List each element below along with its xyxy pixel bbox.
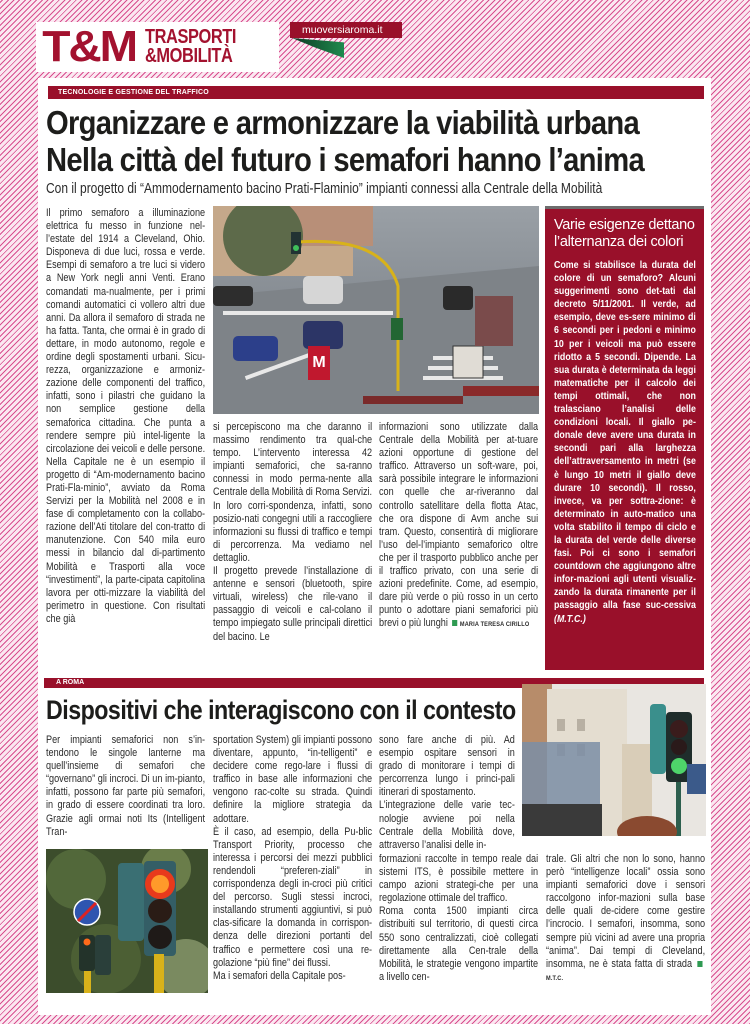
article-column-1 — [46, 207, 205, 667]
logo-wordmark — [145, 28, 236, 66]
photo-intersection-image — [213, 206, 539, 414]
sidebar-box-text-wrap — [554, 259, 696, 626]
logo-mark: T&M — [42, 22, 137, 71]
article-text: si percepiscono ma che daranno il massimo rendimento tra qual-che tempo. L’intervento interessa 42 impianti semaforici, che sa-ranno connessi in modo perma-nente alla Centrale della Mobilità di Roma Servizi. In loro corri-spondenza, infatti, sono posizio-nati congegni utili a raccogliere informazioni su flussi di traffico e tempi di percorrenza. Ma vediamo nel dettaglio. — [213, 421, 373, 564]
section-label: TECNOLOGIE E GESTIONE DEL TRAFFICO — [48, 86, 704, 99]
article-2-column-2-text — [213, 734, 372, 983]
article-text: Il primo semaforo a illuminazione elettrica fu messo in funzione nel-l’estate del 1914 a Cleveland, Ohio. Disponeva di due luci, rossa e verde. Esempi di semaforo a tre luci si videro a New York negli anni Venti. Erano comandati ma-nualmente, per i primi comandi automatici ci vollero altri due anni. Da allora il semaforo di strada ne ha fatta. Tanta, che ormai è in grado di dettare, in modo autonomo, regole e ordine degli spostamenti urbani. Sicu-rezza, organizzazione e armoniz-zazione delle componenti del traffico, infatti, sono i pilastri che guidano la non semplice gestione della semaforica cittadina. Che punta a rendere sempre più intel-ligente la circolazione dei veicoli e delle persone. Nella Capitale ne è un esempio il progetto di “Am-modernamento bacino Prati-Fla-minio”, avviato da Roma Servizi per la Mobilità nel 2008 e in fase di completamento con la collabo-razione dell’Ati titolare del con-tratto di manutenzione. Con 540 mila euro messi in bilancio dal di-partimento Mobilità e Trasporti alla voce “investimenti”, la parte-cipata capitolina lavora per otti-mizzare la viabilità del perimetro in questione. Con risultati che già — [46, 207, 206, 625]
headline-line-1: Organizzare e armonizzare la viabilità urbana — [46, 104, 640, 141]
ribbon-decoration — [292, 38, 344, 58]
article-column-3 — [379, 421, 538, 671]
end-mark-icon — [452, 620, 457, 626]
end-mark-icon — [697, 961, 702, 967]
article-2-column-4 — [546, 853, 705, 1003]
article-text: È il caso, ad esempio, della Pu-blic Transport Priority, processo che interessa i percorsi dei mezzi pubblici rendendoli “preferen-ziali” in corrispondenza degli in-croci più critici del percorso. Sugli stessi incroci, installando strumenti aggiuntivi, si può clas-sificare la domanda in corrispon-denza delle direzioni portanti del traffico e permettere così una re-golazione “più fine” dei flussi. — [213, 825, 373, 969]
article-text: sportation System) gli impianti possono diventare, appunto, “in-telligenti” e decidere come rego-lare i flussi di traffico in base alle informazioni che vengono rac-colte su strada. Quindi definire la migliore strategia da adottare. — [213, 734, 373, 825]
photo-traffic-lights-image — [46, 849, 208, 993]
photo-traffic-lights — [46, 849, 208, 993]
section-label-2: A ROMA — [44, 678, 704, 688]
sidebar-box-body — [554, 259, 696, 626]
author-byline: MARIA TERESA CIRILLO — [459, 621, 530, 629]
photo-intersection — [213, 206, 539, 414]
article-2-column-3-text — [379, 734, 515, 852]
article-text: Roma conta 1500 impianti circa distribuiti sul territorio, di questi circa 550 sono centralizzati, cioè collegati direttamente alla Cen-trale della Mobilità, le strategie vengono impartite a livello cen- — [379, 905, 539, 983]
photo-rome-street-image — [522, 684, 706, 836]
sidebar-box-title: Varie esigenze dettano l’alternanza dei colori — [554, 217, 695, 250]
sidebar-box — [545, 206, 704, 670]
headline-line-2: Nella città del futuro i semafori hanno l’anima — [46, 141, 645, 178]
article-column-2-text — [213, 421, 372, 644]
photo-rome-street — [522, 684, 706, 836]
svg-text:M: M — [312, 354, 326, 371]
article-text: trale. Gli altri che non lo sono, hanno però “intelligenze locali” ossia sono impianti semaforici dove i sensori raccolgono infor-mazioni sulla base delle quali de-cidere come gestire l’incrocio. I semafori, insomma, sono sempre più vicini ad avere una propria “anima”. Dai tempi di Cleveland, insomma, ne è stata fatta di strada — [546, 853, 706, 970]
article-2-headline: Dispositivi che interagiscono con il contesto — [46, 695, 516, 725]
article-column-2 — [213, 421, 372, 671]
site-link[interactable]: muoversiaroma.it — [290, 22, 402, 38]
article-subtitle: Con il progetto di “Ammodernamento bacino Prati-Flaminio” impianti connessi alla Centrale della Mobilità — [46, 180, 603, 197]
article-2-column-2 — [213, 734, 372, 1004]
logo-line-1: TRASPORTI — [145, 26, 237, 48]
logo-line-2: &MOBILITÀ — [145, 45, 233, 67]
article-2-column-3-bottom — [379, 853, 538, 1003]
article-2-column-3-top — [379, 734, 515, 851]
article-text: Ma i semafori della Capitale pos- — [213, 969, 346, 982]
article-text: Per impianti semaforici non s’in-tendono le singole lanterne ma quell’insieme di semafori che “governano” gli incroci. Di un im-pianto, infatti, possono far parte più semafori, in grado di essere coordinati tra loro. Grazie agli ormai noti Its (Intelligent Tran- — [46, 734, 206, 838]
article-2-column-4-text — [546, 853, 705, 985]
article-text: informazioni sono utilizzate dalla Centrale della Mobilità per at-tuare azioni opportune di gestione del traffico. Attraverso un soft-ware, poi, sarà possibile integrare le informazioni con quelle che ar-riveranno dal controllo satellitare della flotta Atac, che ora dispone di Avm anche sui tram. Questo, consentirà di migliorare l’uso del-l’impianto semaforico oltre che per il trasporto pubblico anche per il traffico privato, con una serie di azioni predefinite. Come, ad esempio, dare più verde o più rosso in un certo punto o adottare piani semaforici più brevi o più lunghi — [379, 421, 539, 630]
masthead-logo — [36, 22, 279, 72]
article-2-column-3-bottom-text — [379, 853, 538, 984]
article-text: sono fare anche di più. Ad esempio ospitare sensori in grado di monitorare i tempi di percorrenza lungo i princi-pali itinerari di spostamento. — [379, 734, 515, 799]
article-text: L’integrazione delle varie tec-nologie avviene poi nella Centrale della Mobilità dove, attraverso l’analisi delle in- — [379, 799, 515, 851]
article-text: formazioni raccolte in tempo reale dai sistemi ITS, è possibile mettere in campo azioni strategi-che per una regolazione ottimale del traffico. — [379, 853, 539, 905]
article-column-3-text — [379, 421, 538, 632]
sidebar-box-text: Come si stabilisce la durata del colore di un semaforo? Alcuni suggerimenti sono det-tati dal decreto 5/11/2001. Il verde, ad esempio, deve es-sere minimo di 6 secondi per i pedoni e minimo 10 per i veicoli ma può essere ridotto a 5 secondi. Dipende. La sua durata è determinata da leggi matematiche per il calcolo dei tempi ottimali, che non tralasciano l’analisi delle condizioni locali. Il giallo pe-donale deve avere una durata in secondi pari alla larghezza dell’attraversamento in metri (se è lungo 10 metri il giallo deve durare 10 secondi). Il rosso, invece, va per sottra-zione: è determinato in auto-matico una volta stabilito il tempo di ciclo e la durata del verde delle diverse fasi. Poi ci sono i semafori countdown che aggiungono altre infor-mazioni agli utenti visualiz-zando la durata rimanente per il passaggio alla fase suc-cessiva — [554, 260, 696, 612]
article-2-column-1 — [46, 734, 205, 844]
article-text: Il progetto prevede l’installazione di antenne e sensori (bluetooth, spire virtuali, wireless) che rile-vano il passaggio di veicoli e cal-colano il tempo impiegato sulle principali direttici del bacino. Le — [213, 565, 373, 643]
article-headline — [46, 104, 645, 178]
author-byline: M.T.C. — [546, 974, 564, 982]
sidebar-box-signature: (M.T.C.) — [554, 613, 586, 625]
